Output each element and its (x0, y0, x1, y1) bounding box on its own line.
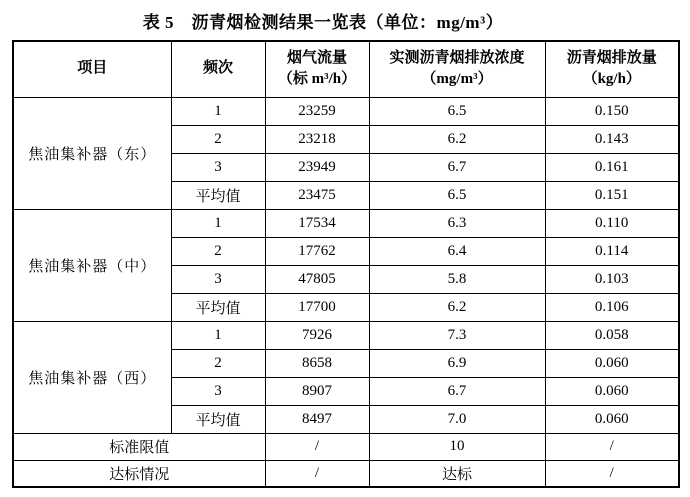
compliance-status-row (13, 460, 679, 487)
flow-cell: 23475 (265, 181, 369, 209)
conc-cell: 6.9 (369, 349, 545, 377)
emission-cell: 0.060 (545, 377, 679, 405)
col-header-flow-unit: （标 m³/h） (277, 71, 357, 88)
col-header-emission-label: 沥青烟排放量 (566, 49, 657, 66)
table-body (13, 97, 679, 487)
freq-cell: 1 (171, 209, 265, 237)
results-table (12, 40, 680, 488)
emission-cell: 0.103 (545, 265, 679, 293)
conc-cell: 6.7 (369, 153, 545, 181)
emission-cell: 0.060 (545, 405, 679, 433)
freq-cell: 平均值 (171, 293, 265, 321)
flow-cell: 8497 (265, 405, 369, 433)
standard-limit-row (13, 433, 679, 460)
conc-cell: 6.7 (369, 377, 545, 405)
freq-cell: 平均值 (171, 405, 265, 433)
compliance-status-label: 达标情况 (13, 460, 265, 487)
flow-cell: 17700 (265, 293, 369, 321)
conc-cell: 6.5 (369, 181, 545, 209)
freq-cell: 3 (171, 377, 265, 405)
flow-cell: 47805 (265, 265, 369, 293)
group-label-west: 焦油集补器（西） (13, 321, 171, 433)
table-row (13, 97, 679, 125)
col-header-emission-unit: （kg/h） (582, 71, 641, 88)
emission-cell: / (545, 460, 679, 487)
flow-cell: 17762 (265, 237, 369, 265)
flow-cell: 23949 (265, 153, 369, 181)
flow-cell: 17534 (265, 209, 369, 237)
conc-cell: 7.0 (369, 405, 545, 433)
emission-cell: 0.150 (545, 97, 679, 125)
flow-cell: 23259 (265, 97, 369, 125)
col-header-frequency (171, 41, 265, 97)
emission-cell: / (545, 433, 679, 460)
flow-cell: / (265, 433, 369, 460)
emission-cell: 0.060 (545, 349, 679, 377)
col-header-concentration (369, 41, 545, 97)
standard-limit-label: 标准限值 (13, 433, 265, 460)
emission-cell: 0.161 (545, 153, 679, 181)
table-row (13, 321, 679, 349)
col-header-flow-label: 烟气流量 (286, 49, 347, 66)
table-header (13, 41, 679, 97)
conc-cell: 6.5 (369, 97, 545, 125)
header-row (13, 41, 679, 97)
group-label-middle: 焦油集补器（中） (13, 209, 171, 321)
freq-cell: 2 (171, 125, 265, 153)
emission-cell: 0.114 (545, 237, 679, 265)
emission-cell: 0.151 (545, 181, 679, 209)
freq-cell: 1 (171, 321, 265, 349)
freq-cell: 2 (171, 237, 265, 265)
flow-cell: 23218 (265, 125, 369, 153)
conc-cell: 6.2 (369, 293, 545, 321)
conc-cell: 5.8 (369, 265, 545, 293)
freq-cell: 3 (171, 153, 265, 181)
freq-cell: 1 (171, 97, 265, 125)
emission-cell: 0.058 (545, 321, 679, 349)
conc-cell: 达标 (369, 460, 545, 487)
conc-cell: 6.2 (369, 125, 545, 153)
emission-cell: 0.143 (545, 125, 679, 153)
freq-cell: 3 (171, 265, 265, 293)
flow-cell: 8658 (265, 349, 369, 377)
col-header-concentration-unit: （mg/m³） (421, 71, 493, 88)
table-title: 表 5 沥青烟检测结果一览表（单位：mg/m³） (142, 13, 504, 32)
freq-cell: 平均值 (171, 181, 265, 209)
freq-cell: 2 (171, 349, 265, 377)
flow-cell: 8907 (265, 377, 369, 405)
table-row (13, 209, 679, 237)
col-header-frequency-label: 频次 (202, 60, 233, 77)
conc-cell: 6.4 (369, 237, 545, 265)
col-header-item (13, 41, 171, 97)
col-header-concentration-label: 实测沥青烟排放浓度 (389, 49, 525, 66)
col-header-emission (545, 41, 679, 97)
flow-cell: / (265, 460, 369, 487)
conc-cell: 10 (369, 433, 545, 460)
emission-cell: 0.106 (545, 293, 679, 321)
conc-cell: 6.3 (369, 209, 545, 237)
col-header-flue-gas-flow (265, 41, 369, 97)
emission-cell: 0.110 (545, 209, 679, 237)
conc-cell: 7.3 (369, 321, 545, 349)
col-header-item-label: 项目 (77, 60, 108, 77)
group-label-east: 焦油集补器（东） (13, 97, 171, 209)
flow-cell: 7926 (265, 321, 369, 349)
